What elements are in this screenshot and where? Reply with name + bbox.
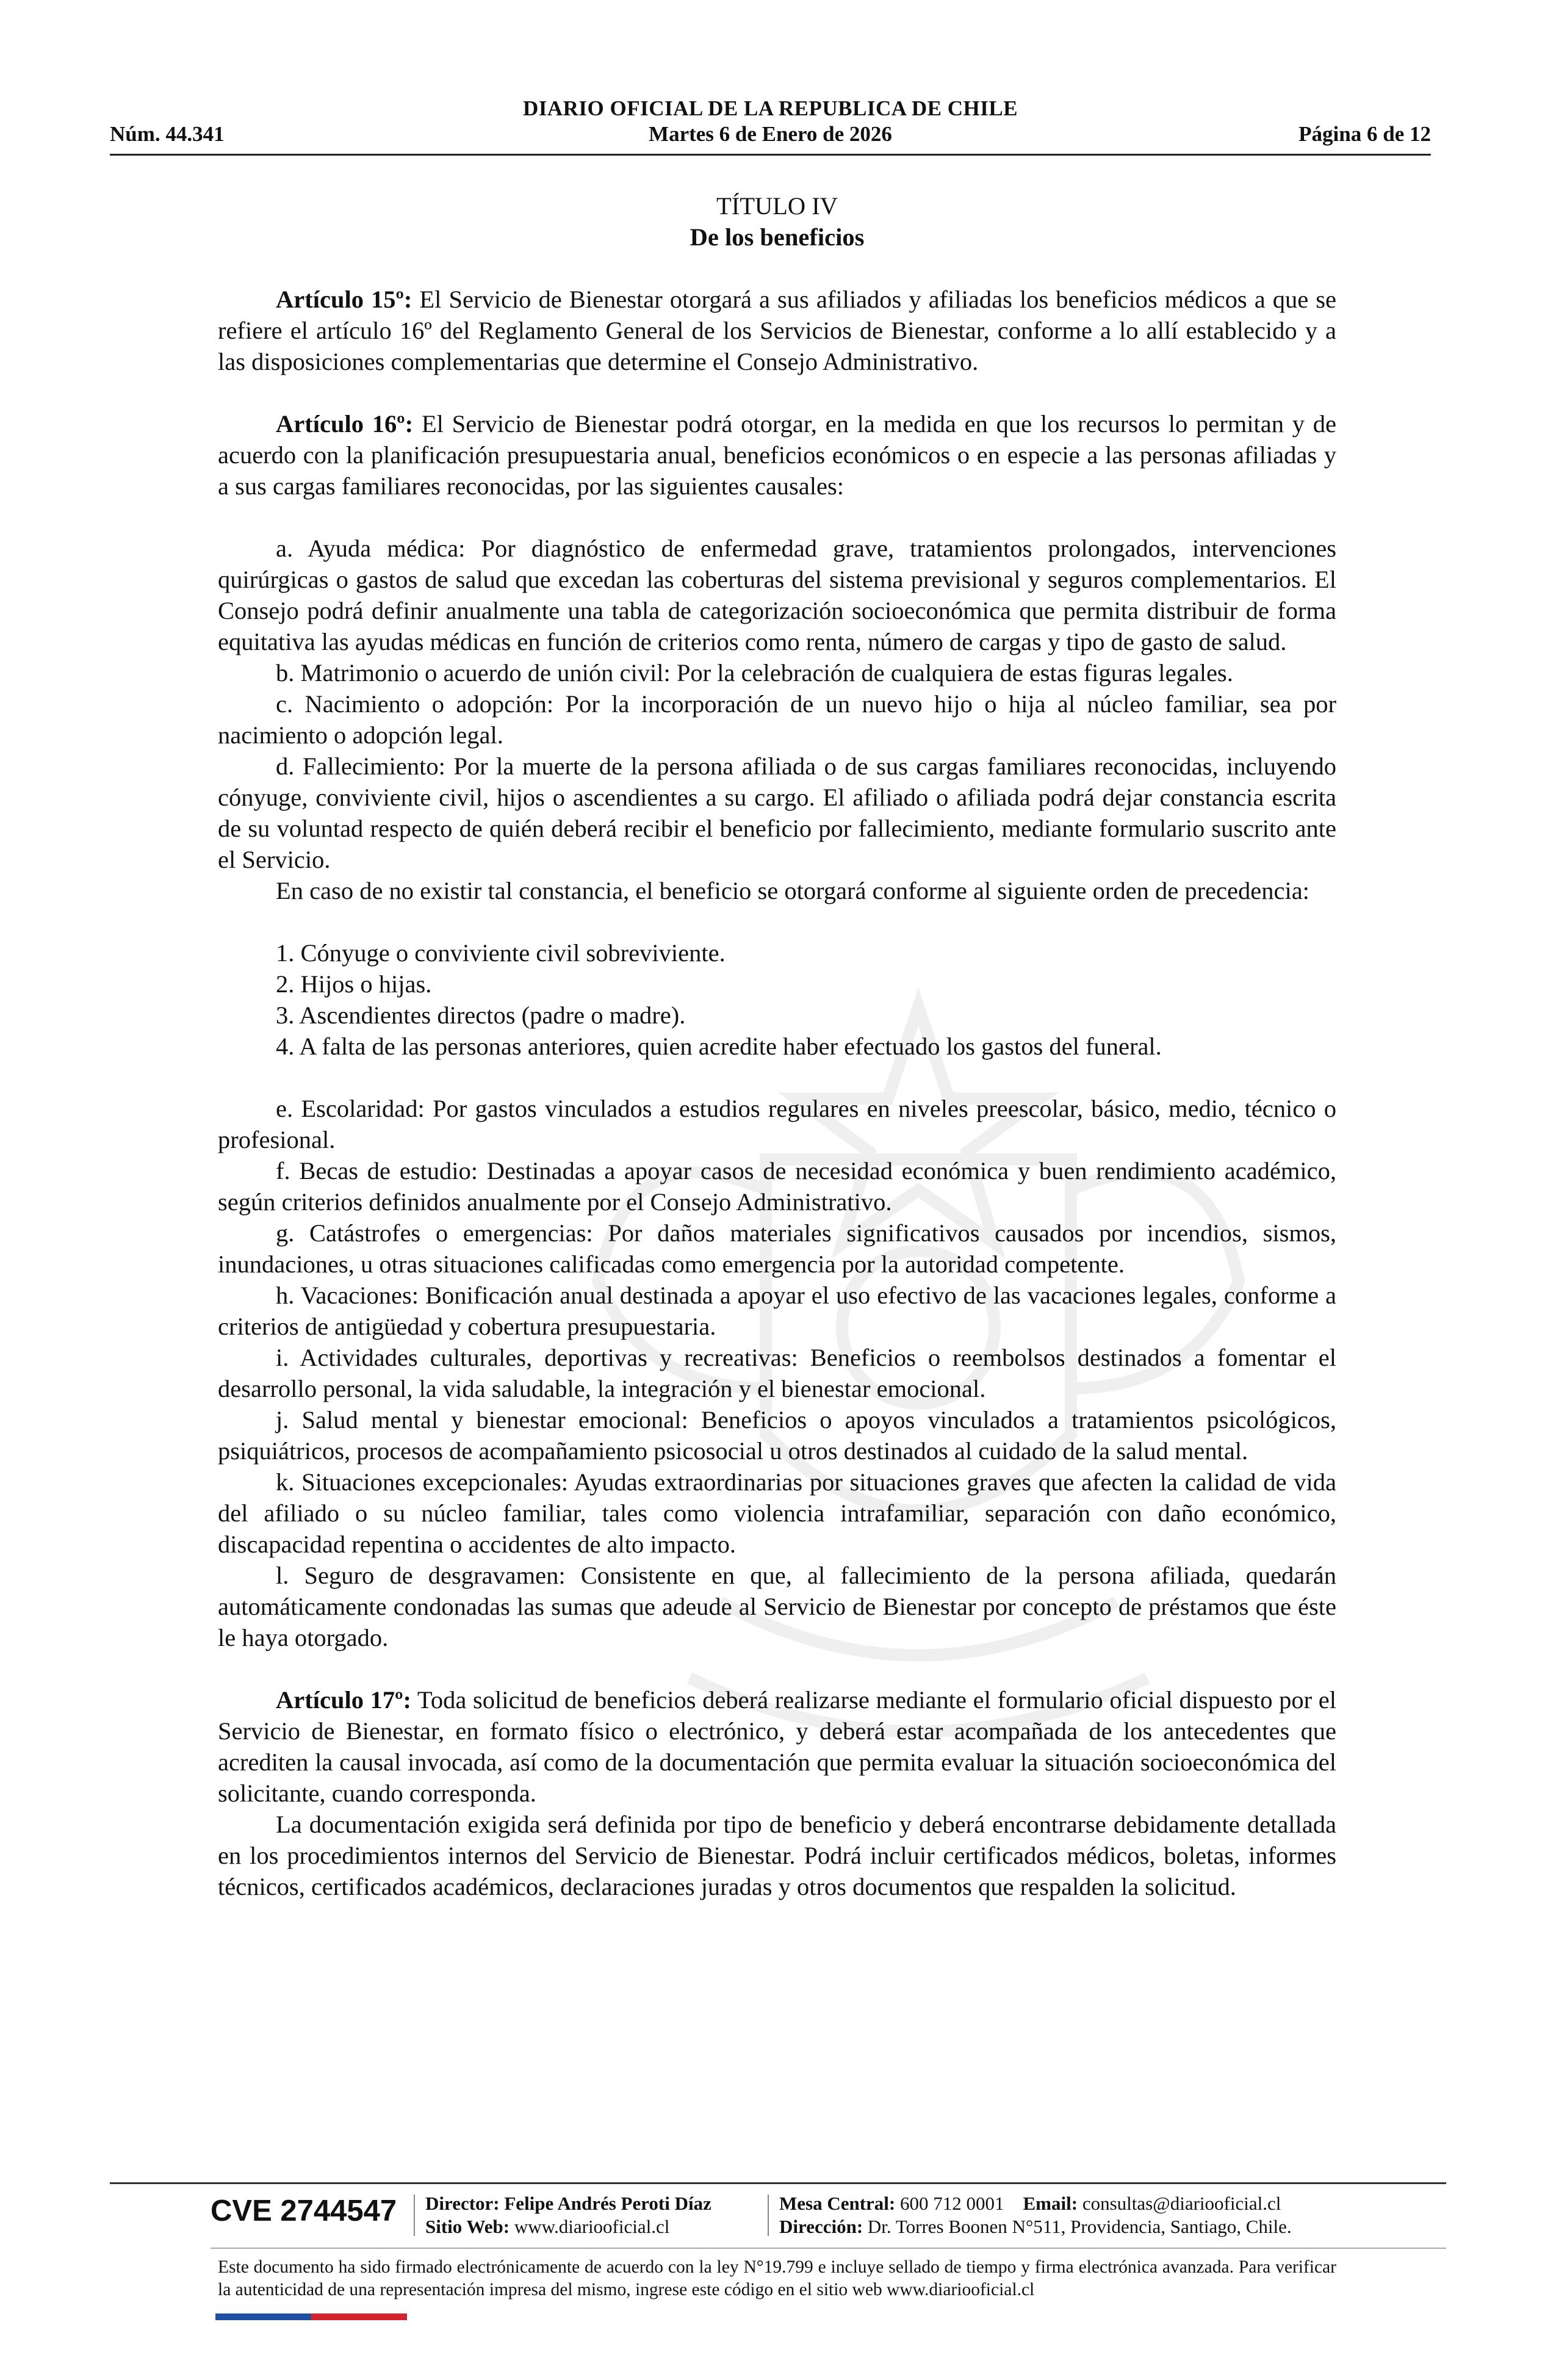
issue-number: Núm. 44.341 xyxy=(110,122,225,146)
list-item-b: b. Matrimonio o acuerdo de unión civil: Por la celebración de cualquiera de estas figuras legales. xyxy=(276,659,1233,687)
flag-stripe-red xyxy=(311,2313,407,2320)
director-name: Felipe Andrés Peroti Díaz xyxy=(504,2193,711,2214)
cve-code: CVE 2744547 xyxy=(211,2194,397,2227)
list-item-f: f. Becas de estudio: Destinadas a apoyar casos de necesidad económica y buen rendimiento académico, según criterios definidos anualmente por el Consejo Administrativo. xyxy=(218,1157,1336,1216)
director-label: Director: xyxy=(425,2193,500,2214)
list-item-e: e. Escolaridad: Por gastos vinculados a estudios regulares en niveles preescolar, básico, medio, técnico o profesional. xyxy=(218,1095,1336,1153)
precedence-item: 3. Ascendientes directos (padre o madre). xyxy=(276,1001,686,1029)
article-17 xyxy=(218,1684,1336,1809)
list-item-k: k. Situaciones excepcionales: Ayudas extraordinarias por situaciones graves que afecten la calidad de vida del afiliado o su núcleo familiar, tales como violencia intrafamiliar, separación con daño económico, discapacidad repentina o accidentes de alto impacto. xyxy=(218,1468,1336,1558)
issue-date: Martes 6 de Enero de 2026 xyxy=(649,122,892,146)
article-15 xyxy=(218,284,1336,377)
document-body xyxy=(218,190,1336,1902)
footer-director-block xyxy=(425,2192,711,2238)
precedence-item: 1. Cónyuge o conviviente civil sobreviviente. xyxy=(276,939,726,967)
article-15-text: El Servicio de Bienestar otorgará a sus afiliados y afiliadas los beneficios médicos a que se refiere el artículo 16º del Reglamento General de los Servicios de Bienestar, conforme a lo allí establecido y a las disposiciones complementarias que determine el Consejo Administrativo. xyxy=(218,286,1336,375)
email-link[interactable]: consultas@diariooficial.cl xyxy=(1082,2193,1281,2214)
title-subheading: De los beneficios xyxy=(690,223,865,251)
article-16 xyxy=(218,408,1336,502)
site-link[interactable]: www.diariooficial.cl xyxy=(514,2216,670,2237)
address-text: Dr. Torres Boonen N°511, Providencia, Santiago, Chile. xyxy=(867,2216,1292,2237)
list-item-i: i. Actividades culturales, deportivas y recreativas: Beneficios o reembolsos destinados a fomentar el desarrollo personal, la vida saludable, la integración y el bienestar emocional. xyxy=(218,1344,1336,1402)
article-17-text: Toda solicitud de beneficios deberá realizarse mediante el formulario oficial dispuesto por el Servicio de Bienestar, en formato físico o electrónico, y deberá estar acompañada de los antecedentes que acrediten la causal invocada, así como de la documentación que permita evaluar la situación socioeconómica del solicitante, cuando corresponda. xyxy=(218,1686,1337,1807)
list-item-g: g. Catástrofes o emergencias: Por daños materiales significativos causados por incendios, sismos, inundaciones, u otras situaciones calificadas como emergencia por la autoridad competente. xyxy=(218,1219,1336,1278)
precedence-item: 2. Hijos o hijas. xyxy=(276,970,432,998)
address-label: Dirección: xyxy=(779,2216,863,2237)
list-item-c: c. Nacimiento o adopción: Por la incorporación de un nuevo hijo o hija al núcleo familiar, sea por nacimiento o adopción legal. xyxy=(218,690,1336,749)
article-17-paragraph-2: La documentación exigida será definida por tipo de beneficio y deberá encontrarse debidamente detallada en los procedimientos internos del Servicio de Bienestar. Podrá incluir certificados médicos, boletas, informes técnicos, certificados académicos, declaraciones juradas y otros documentos que respalden la solicitud. xyxy=(218,1811,1336,1900)
footer-divider xyxy=(110,2182,1446,2184)
flag-stripe-blue xyxy=(215,2313,311,2320)
article-16-label: Artículo 16º: xyxy=(276,410,414,438)
header-row xyxy=(110,122,1431,149)
email-label: Email: xyxy=(1023,2193,1078,2214)
header-divider xyxy=(110,154,1431,156)
footer-inner-divider xyxy=(211,2248,1446,2249)
footer-contact-block xyxy=(779,2192,1292,2238)
phone-label: Mesa Central: xyxy=(779,2193,896,2214)
list-item-d: d. Fallecimiento: Por la muerte de la persona afiliada o de sus cargas familiares reconocidas, incluyendo cónyuge, conviviente civil, hijos o ascendientes a su cargo. El afiliado o afiliada podrá dejar constancia escrita de su voluntad respecto de quién deberá recibir el beneficio por fallecimiento, mediante formulario suscrito ante el Servicio. xyxy=(218,752,1336,873)
list-item-a: a. Ayuda médica: Por diagnóstico de enfermedad grave, tratamientos prolongados, intervenciones quirúrgicas o gastos de salud que excedan las coberturas del sistema previsional y seguros complementarios. El Consejo podrá definir anualmente una tabla de categorización socioeconómica que permita distribuir de forma equitativa las ayudas médicas en función de criterios como renta, número de cargas y tipo de gasto de salud. xyxy=(218,535,1336,655)
footer-separator xyxy=(768,2194,769,2236)
site-label: Sitio Web: xyxy=(425,2216,510,2237)
article-17-label: Artículo 17º: xyxy=(276,1686,411,1714)
article-16-text: El Servicio de Bienestar podrá otorgar, en la medida en que los recursos lo permitan y de acuerdo con la planificación presupuestaria anual, beneficios económicos o en especie a las personas afiliadas y a sus cargas familiares reconocidas, por las siguientes causales: xyxy=(218,410,1336,500)
electronic-signature-notice: Este documento ha sido firmado electrónicamente de acuerdo con la ley N°19.799 e incluye sellado de tiempo y firma electrónica avanzada. Para verificar la autenticidad de una representación impresa del mismo, ingrese este código en el sitio web www.diariooficial.cl xyxy=(218,2257,1336,2299)
list-item-j: j. Salud mental y bienestar emocional: Beneficios o apoyos vinculados a tratamientos psicológicos, psiquiátricos, procesos de acompañamiento psicosocial u otros destinados al cuidado de la salud mental. xyxy=(218,1406,1336,1465)
list-item-l: l. Seguro de desgravamen: Consistente en que, al fallecimiento de la persona afiliada, quedarán automáticamente condonadas las sumas que adeude al Servicio de Bienestar por concepto de préstamos que éste le haya otorgado. xyxy=(218,1562,1336,1651)
list-item-h: h. Vacaciones: Bonificación anual destinada a apoyar el uso efectivo de las vacaciones legales, conforme a criterios de antigüedad y cobertura presupuestaria. xyxy=(218,1282,1336,1340)
article-15-label: Artículo 15º: xyxy=(276,286,412,313)
phone-number: 600 712 0001 xyxy=(900,2193,1004,2214)
list-item-d-continuation: En caso de no existir tal constancia, el beneficio se otorgará conforme al siguiente orden de precedencia: xyxy=(276,877,1309,904)
title-heading: TÍTULO IV xyxy=(716,192,838,220)
precedence-item: 4. A falta de las personas anteriores, quien acredite haber efectuado los gastos del funeral. xyxy=(276,1033,1162,1060)
footer-separator xyxy=(414,2194,415,2236)
page-indicator: Página 6 de 12 xyxy=(1298,122,1431,146)
gazette-title: DIARIO OFICIAL DE LA REPUBLICA DE CHILE xyxy=(522,96,1018,120)
